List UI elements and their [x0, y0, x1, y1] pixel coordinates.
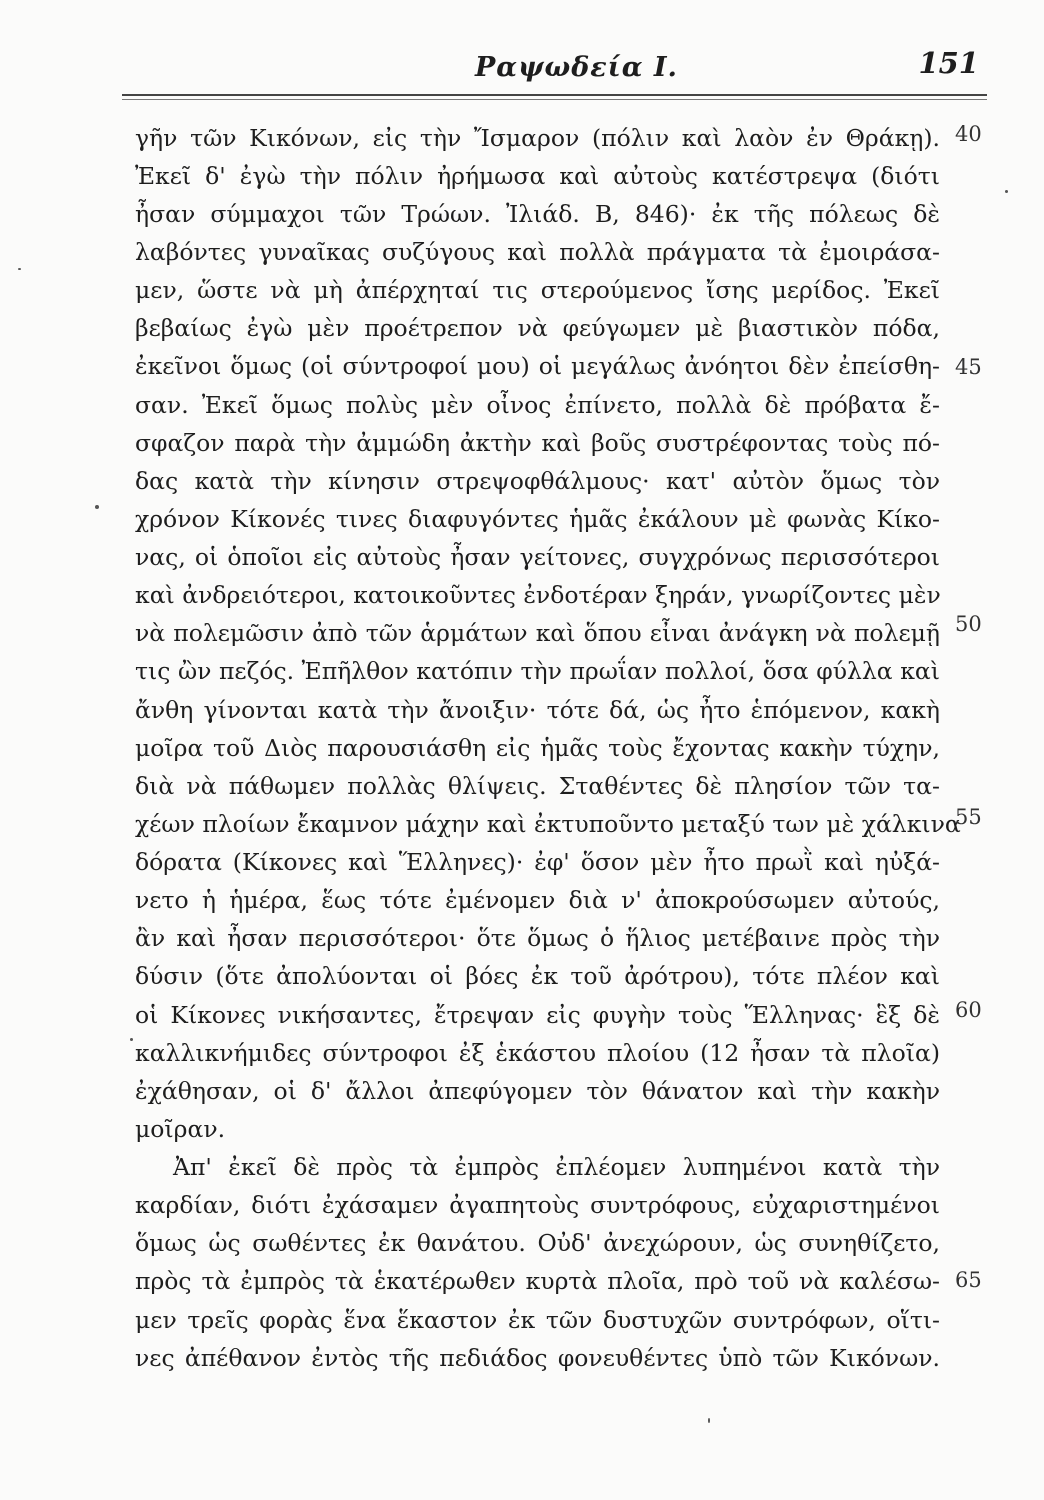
text-line: νας, οἱ ὁποῖοι εἰς αὐτοὺς ἦσαν γείτονες, συγχρόνως περισσότεροι: [135, 543, 940, 571]
text-line: μοῖρα τοῦ Διὸς παρουσιάσθη εἰς ἡμᾶς τοὺς ἔχοντας κακὴν τύχην,: [135, 734, 940, 762]
text-line: ἄνθη γίνονται κατὰ τὴν ἄνοιξιν· τότε δά, ὡς ἦτο ἑπόμενον, κακὴ: [135, 696, 940, 724]
text-line: ἐχάθησαν, οἱ δ' ἄλλοι ἀπεφύγομεν τὸν θάνατον καὶ τὴν κακὴν: [135, 1077, 940, 1105]
verse-number: 45: [955, 355, 982, 379]
verse-number: 60: [955, 998, 982, 1022]
text-line: σαν. Ἐκεῖ ὅμως πολὺς μὲν οἶνος ἐπίνετο, πολλὰ δὲ πρόβατα ἔ-: [135, 391, 940, 419]
verse-number: 50: [955, 612, 982, 636]
text-line: μεν, ὥστε νὰ μὴ ἀπέρχηταί τις στερούμενος ἴσης μερίδος. Ἐκεῖ: [135, 276, 940, 304]
text-line: οἱ Κίκονες νικήσαντες, ἔτρεψαν εἰς φυγὴν τοὺς Ἕλληνας· ἓξ δὲ: [135, 1001, 940, 1029]
text-line: ἂν καὶ ἦσαν περισσότεροι· ὅτε ὅμως ὁ ἥλιος μετέβαινε πρὸς τὴν: [135, 924, 940, 952]
text-line: λαβόντες γυναῖκας συζύγους καὶ πολλὰ πράγματα τὰ ἐμοιράσα-: [135, 238, 940, 266]
text-line: τις ὢν πεζός. Ἐπῆλθον κατόπιν τὴν πρωΐαν πολλοί, ὅσα φύλλα καὶ: [135, 657, 940, 685]
text-line: καὶ ἀνδρειότεροι, κατοικοῦντες ἐνδοτέραν ξηράν, γνωρίζοντες μὲν: [135, 581, 941, 609]
print-speck: [18, 268, 21, 270]
text-line: μεν τρεῖς φορὰς ἕνα ἕκαστον ἐκ τῶν δυστυχῶν συντρόφων, οἵτι-: [135, 1306, 940, 1334]
verse-number: 55: [955, 805, 982, 829]
header-rule-thin: [122, 99, 987, 100]
verse-number: 40: [955, 122, 982, 146]
text-line: βεβαίως ἐγὼ μὲν προέτρεπον νὰ φεύγωμεν μὲ βιαστικὸν πόδα,: [135, 314, 940, 342]
running-title: Ραψωδεία Ι.: [475, 52, 678, 83]
text-line: καρδίαν, διότι ἐχάσαμεν ἀγαπητοὺς συντρόφους, εὐχαριστημένοι: [135, 1191, 940, 1219]
print-speck: [95, 505, 99, 509]
text-line: ἐκεῖνοι ὅμως (οἱ σύντροφοί μου) οἱ μεγάλως ἀνόητοι δὲν ἐπείσθη-: [135, 352, 940, 380]
text-line: δας κατὰ τὴν κίνησιν στρεψοφθάλμους· κατ' αὐτὸν ὅμως τὸν: [135, 467, 940, 495]
verse-number: 65: [955, 1268, 982, 1292]
text-line: χρόνον Κίκονές τινες διαφυγόντες ἡμᾶς ἐκάλουν μὲ φωνὰς Κίκο-: [135, 505, 940, 533]
text-line: ἦσαν σύμμαχοι τῶν Τρώων. Ἰλιάδ. Β, 846)· ἐκ τῆς πόλεως δὲ: [135, 200, 940, 228]
text-line: Ἐκεῖ δ' ἐγὼ τὴν πόλιν ἠρήμωσα καὶ αὐτοὺς κατέστρεψα (διότι: [135, 162, 940, 190]
page-number: 151: [918, 46, 979, 80]
text-line: σφαζον παρὰ τὴν ἀμμώδη ἀκτὴν καὶ βοῦς συστρέφοντας τοὺς πό-: [135, 429, 940, 457]
text-line: χέων πλοίων ἔκαμνον μάχην καὶ ἐκτυποῦντο μεταξύ των μὲ χάλκινα: [135, 810, 961, 838]
header-rule: [122, 94, 987, 96]
text-line: μοῖραν.: [135, 1115, 226, 1143]
paragraph-start-line: Ἀπ' ἐκεῖ δὲ πρὸς τὰ ἐμπρὸς ἐπλέομεν λυπημένοι κατὰ τὴν: [173, 1153, 940, 1181]
text-line: νες ἀπέθανον ἐντὸς τῆς πεδιάδος φονευθέντες ὑπὸ τῶν Κικόνων.: [135, 1344, 940, 1372]
print-speck: [1005, 190, 1008, 193]
text-line: γῆν τῶν Κικόνων, εἰς τὴν Ἴσμαρον (πόλιν καὶ λαὸν ἐν Θράκῃ).: [135, 124, 940, 152]
text-line: νὰ πολεμῶσιν ἀπὸ τῶν ἁρμάτων καὶ ὅπου εἶναι ἀνάγκη νὰ πολεμῇ: [135, 619, 940, 647]
text-line: πρὸς τὰ ἐμπρὸς τὰ ἑκατέρωθεν κυρτὰ πλοῖα, πρὸ τοῦ νὰ καλέσω-: [135, 1267, 940, 1295]
text-line: ὅμως ὡς σωθέντες ἐκ θανάτου. Οὐδ' ἀνεχώρουν, ὡς συνηθίζετο,: [135, 1229, 940, 1257]
text-line: δύσιν (ὅτε ἀπολύονται οἱ βόες ἐκ τοῦ ἀρότρου), τότε πλέον καὶ: [135, 962, 940, 990]
print-speck: [708, 1418, 710, 1423]
text-line: δόρατα (Κίκονες καὶ Ἕλληνες)· ἐφ' ὅσον μὲν ἦτο πρωῒ καὶ ηὐξά-: [135, 848, 940, 876]
text-line: διὰ νὰ πάθωμεν πολλὰς θλίψεις. Σταθέντες δὲ πλησίον τῶν τα-: [135, 772, 940, 800]
text-line: νετο ἡ ἡμέρα, ἕως τότε ἐμένομεν διὰ ν' ἀποκρούσωμεν αὐτούς,: [135, 886, 940, 914]
text-line: καλλικνήμιδες σύντροφοι ἐξ ἑκάστου πλοίου (12 ἦσαν τὰ πλοῖα): [135, 1039, 940, 1067]
print-speck: [130, 1038, 133, 1041]
page-header: [130, 46, 985, 86]
